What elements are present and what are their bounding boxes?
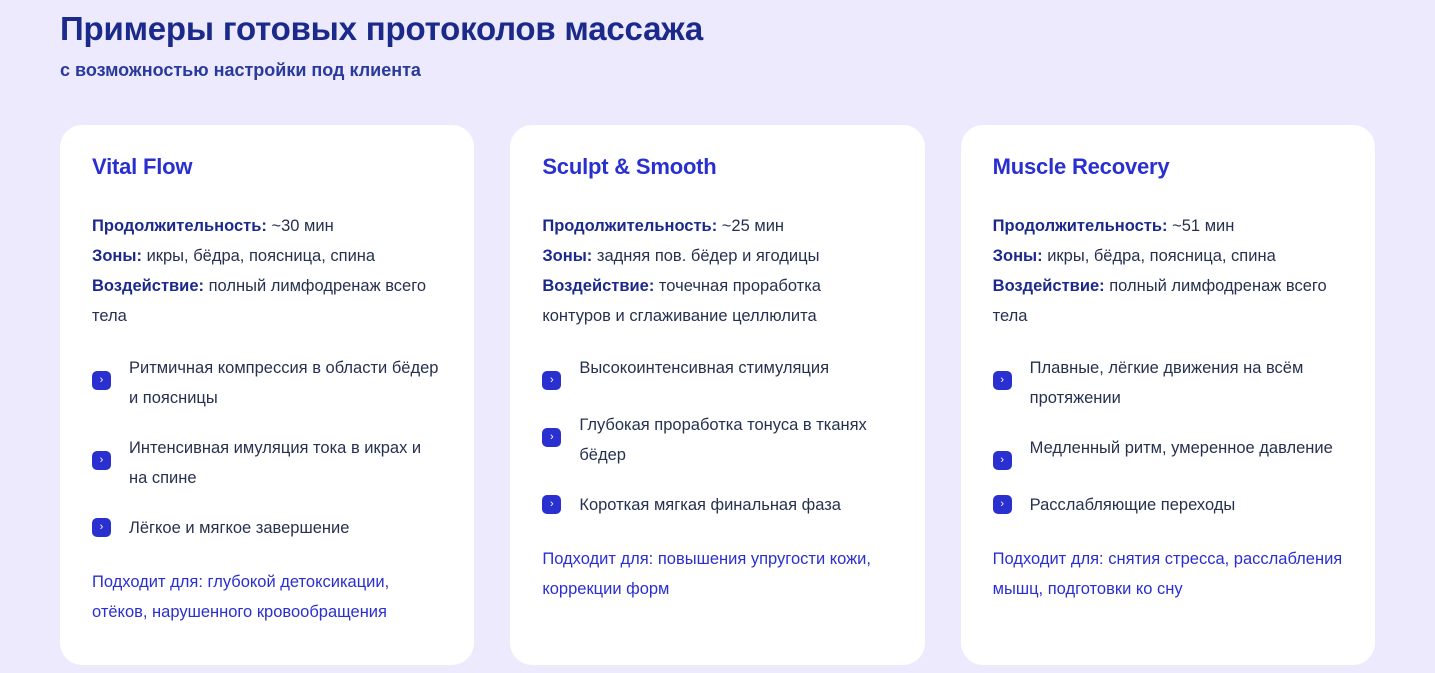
list-item-label: Лёгкое и мягкое завершение	[129, 519, 350, 537]
list-item	[542, 490, 892, 520]
page-title: Примеры готовых протоколов массажа	[60, 10, 703, 47]
protocol-title: Sculpt & Smooth	[542, 154, 717, 179]
protocol-card[interactable]	[60, 125, 474, 665]
chevron-right-icon: ›	[993, 495, 1012, 514]
suits-label: Подходит для:	[542, 550, 654, 568]
suits-label: Подходит для:	[92, 573, 203, 591]
page-header	[60, 0, 1375, 82]
chevron-right-icon: ›	[993, 371, 1012, 390]
list-item-label: Медленный ритм, умеренное давление	[1029, 439, 1333, 457]
effect-label: Воздействие:	[92, 277, 204, 295]
protocol-bullets	[92, 353, 442, 543]
list-item	[993, 490, 1343, 520]
protocol-meta	[92, 211, 442, 331]
protocol-effect-row	[993, 271, 1343, 331]
zones-label: Зоны:	[542, 247, 593, 265]
protocol-card[interactable]	[961, 125, 1375, 665]
protocol-bullets	[993, 353, 1343, 520]
page-subtitle: с возможностью настройки под клиента	[60, 60, 421, 80]
chevron-right-icon: ›	[542, 495, 561, 514]
suits-value: повышения упругости кожи, коррекции форм	[542, 550, 871, 598]
chevron-right-icon: ›	[92, 371, 111, 390]
protocol-card-list	[60, 125, 1375, 665]
list-item-label: Расслабляющие переходы	[1029, 496, 1236, 514]
protocol-bullets	[542, 353, 892, 520]
effect-value: полный лимфодренаж всего тела	[992, 277, 1327, 325]
protocol-duration-row	[993, 211, 1343, 241]
effect-value: полный лимфодренаж всего тела	[92, 277, 427, 325]
chevron-right-icon: ›	[92, 518, 111, 537]
list-item	[542, 353, 892, 390]
chevron-right-icon: ›	[542, 371, 561, 390]
list-item	[92, 353, 442, 413]
chevron-right-icon: ›	[993, 451, 1012, 470]
protocol-duration-row	[92, 211, 442, 241]
list-item	[92, 433, 442, 493]
list-item	[92, 513, 442, 543]
protocol-suits	[92, 567, 442, 627]
protocol-card[interactable]	[510, 125, 924, 665]
duration-value: ~51 мин	[1172, 217, 1235, 235]
protocol-meta	[542, 211, 892, 331]
list-item-label: Глубокая проработка тонуса в тканях бёдер	[579, 416, 867, 464]
protocol-suits	[993, 544, 1343, 604]
protocol-effect-row	[92, 271, 442, 331]
chevron-right-icon: ›	[542, 428, 561, 447]
zones-value: икры, бёдра, поясница, спина	[146, 247, 376, 265]
effect-value: точечная проработка контуров и сглаживание целлюлита	[542, 277, 821, 325]
zones-value: икры, бёдра, поясница, спина	[1047, 247, 1276, 265]
protocol-duration-row	[542, 211, 892, 241]
suits-value: глубокой детоксикации, отёков, нарушенного кровообращения	[92, 573, 390, 621]
effect-label: Воздействие:	[992, 277, 1105, 295]
suits-value: снятия стресса, расслабления мышц, подготовки ко сну	[992, 550, 1343, 598]
list-item	[542, 410, 892, 470]
list-item	[993, 353, 1343, 413]
zones-label: Зоны:	[92, 247, 142, 265]
protocol-title: Vital Flow	[92, 154, 193, 179]
duration-value: ~25 мин	[721, 217, 785, 235]
protocol-zones-row	[92, 241, 442, 271]
list-item-label: Ритмичная компрессия в области бёдер и поясницы	[129, 359, 439, 407]
duration-value: ~30 мин	[271, 217, 334, 235]
duration-label: Продолжительность:	[542, 217, 718, 235]
list-item-label: Короткая мягкая финальная фаза	[579, 496, 841, 514]
protocol-suits	[542, 544, 892, 604]
protocol-zones-row	[542, 241, 892, 271]
chevron-right-icon: ›	[92, 451, 111, 470]
suits-label: Подходит для:	[992, 550, 1104, 568]
list-item-label: Интенсивная имуляция тока в икрах и на спине	[129, 439, 422, 487]
list-item-label: Плавные, лёгкие движения на всём протяжении	[1029, 359, 1304, 407]
duration-label: Продолжительность:	[92, 217, 267, 235]
protocol-meta	[993, 211, 1343, 331]
protocol-zones-row	[993, 241, 1343, 271]
list-item	[993, 433, 1343, 470]
effect-label: Воздействие:	[542, 277, 655, 295]
protocol-effect-row	[542, 271, 892, 331]
zones-label: Зоны:	[992, 247, 1043, 265]
list-item-label: Высокоинтенсивная стимуляция	[579, 359, 830, 377]
protocol-title: Muscle Recovery	[992, 154, 1170, 179]
duration-label: Продолжительность:	[992, 217, 1168, 235]
zones-value: задняя пов. бёдер и ягодицы	[596, 247, 820, 265]
